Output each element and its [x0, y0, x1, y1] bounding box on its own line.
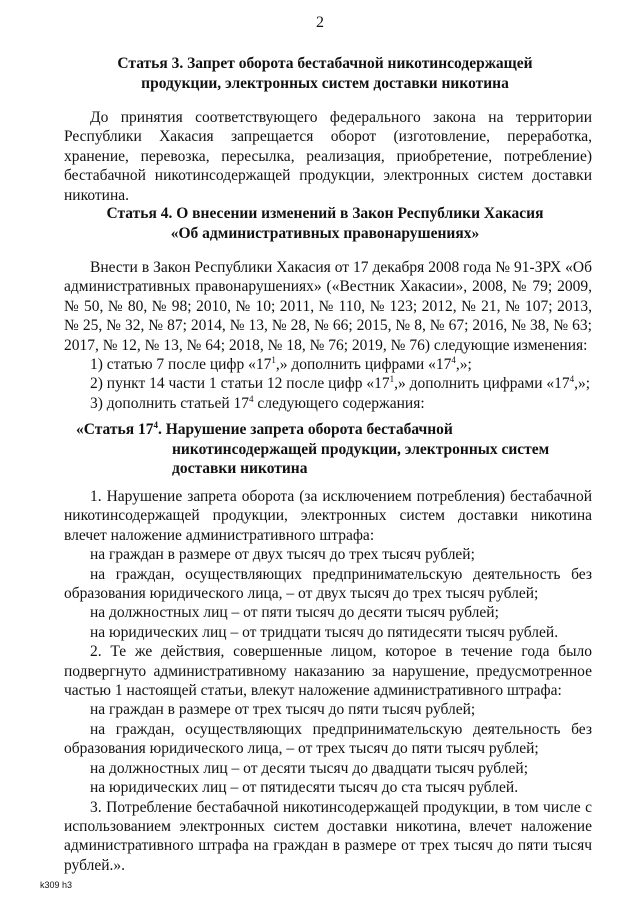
part1-fine-officials: на должностных лиц – от пяти тысяч до десяти тысяч рублей;: [90, 604, 499, 622]
part2-fine-legal-entities: на юридических лиц – от пятидесяти тысяч до ста тысяч рублей.: [90, 779, 519, 797]
art17-heading-sup: 4: [153, 420, 158, 430]
article17-4-body: [64, 487, 592, 875]
part1-fine-citizens: на граждан в размере от двух тысяч до трех тысяч рублей;: [90, 546, 475, 564]
page-number: 2: [316, 14, 324, 31]
amendment-item-1: [64, 355, 592, 374]
part2-fine-citizens: на граждан в размере от трех тысяч до пяти тысяч рублей;: [90, 701, 476, 719]
article3-heading-line2: продукции, электронных систем доставки никотина: [141, 75, 509, 92]
art17-heading-b: . Нарушение запрета оборота бестабачной: [157, 421, 453, 438]
article17-4-heading: [76, 420, 596, 479]
item3-text-b: следующего содержания:: [253, 394, 425, 412]
art17-heading-a: «Статья 17: [76, 421, 154, 438]
item1-sup2: 4: [451, 355, 456, 366]
part3-paragraph: 3. Потребление бестабачной никотинсодержащей продукции, в том числе с использованием электронных систем доставки никотина, влечет наложение административного штрафа на граждан в размере от трех тысяч до пяти тысяч рублей.».: [64, 798, 592, 874]
article4-body: [64, 258, 592, 413]
item2-sup1: 1: [389, 374, 395, 385]
article4-heading: [60, 204, 590, 244]
article4-heading-line2: «Об административных правонарушениях»: [170, 225, 480, 242]
art17-heading-line3: доставки никотина: [172, 460, 308, 478]
amendment-item-2: [64, 374, 592, 393]
art17-heading-line2: никотинсодержащей продукции, электронных систем: [172, 440, 550, 458]
article3-paragraph: До принятия соответствующего федерального закона на территории Республики Хакасия запрещается оборот (изготовление, переработка, хранение, перевозка, пересылка, реализация, приобретение, потребление) бестабачной никотинсодержащей продукции, электронных систем доставки никотина.: [64, 109, 592, 204]
article3-body: [64, 108, 592, 205]
article3-heading: [60, 54, 590, 94]
item2-text-c: ,»;: [574, 375, 591, 393]
part1-fine-entrepreneurs: на граждан, осуществляющих предпринимательскую деятельность без образования юридического лица, – от двух тысяч до трех тысяч рублей;: [64, 565, 592, 603]
part1-fine-legal-entities: на юридических лиц – от тридцати тысяч до пятидесяти тысяч рублей.: [90, 623, 559, 641]
item2-text-b: ,» дополнить цифрами «17: [394, 375, 570, 393]
document-code: k309 h3: [40, 880, 73, 890]
article3-heading-line1: Статья 3. Запрет оборота бестабачной никотинсодержащей: [117, 55, 533, 72]
item1-text-a: 1) статью 7 после цифр «17: [90, 356, 272, 374]
part1-paragraph: 1. Нарушение запрета оборота (за исключением потребления) бестабачной никотинсодержащей продукции, электронных систем доставки никотина влечет наложение административного штрафа:: [64, 488, 592, 544]
article4-intro: Внести в Закон Республики Хакасия от 17 декабря 2008 года № 91-ЗРХ «Об административных правонарушениях» («Вестник Хакасии», 2008, № 79; 2009, № 50, № 80, № 98; 2010, № 10; 2011, № 110, № 123; 2012, № 21, № 107; 2013, № 25, № 32, № 87; 2014, № 13, № 28, № 66; 2015, № 8, № 67; 2016, № 38, № 63; 2017, № 12, № 13, № 64; 2018, № 18, № 76; 2019, № 76) следующие изменения:: [64, 259, 592, 354]
amendment-item-3: [64, 394, 592, 413]
item1-sup1: 1: [271, 355, 276, 366]
item3-text-a: 3) дополнить статьей 17: [90, 394, 250, 412]
item2-text-a: 2) пункт 14 части 1 статьи 12 после цифр «17: [90, 375, 390, 393]
part2-paragraph: 2. Те же действия, совершенные лицом, которое в течение года было подвергнуто административному наказанию за нарушение, предусмотренное частью 1 настоящей статьи, влекут наложение административного штрафа:: [64, 643, 592, 700]
part2-fine-officials: на должностных лиц – от десяти тысяч до двадцати тысяч рублей;: [90, 759, 529, 777]
part2-fine-entrepreneurs: на граждан, осуществляющих предпринимательскую деятельность без образования юридического лица, – от трех тысяч до пяти тысяч рублей;: [64, 720, 592, 758]
article4-heading-line1: Статья 4. О внесении изменений в Закон Республики Хакасия: [106, 205, 544, 222]
item2-sup2: 4: [569, 374, 575, 385]
item1-text-c: ,»;: [455, 356, 472, 374]
item3-sup: 4: [249, 393, 254, 404]
item1-text-b: ,» дополнить цифрами «17: [275, 356, 452, 374]
